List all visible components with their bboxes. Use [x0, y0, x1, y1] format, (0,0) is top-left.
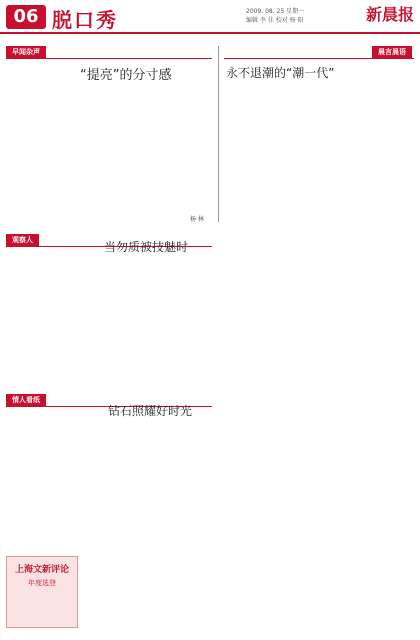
section-tag: 观察人 — [6, 234, 39, 246]
dateline-date: 2009. 08. 25 星期一 — [246, 8, 305, 15]
masthead — [0, 0, 420, 34]
article-headline: 永不退潮的“潮一代” — [226, 66, 335, 80]
section-tag: 早闻杂声 — [6, 46, 46, 58]
dateline-editors: 编辑 李 佳 校对 杨 阳 — [246, 17, 304, 24]
page-number: 06 — [6, 5, 46, 29]
article-byline: 杨 林 — [190, 216, 204, 223]
article-headline: 钻石照耀好时光 — [108, 404, 193, 418]
article-body — [8, 256, 212, 372]
article-body — [8, 422, 212, 554]
dateline — [246, 7, 358, 25]
article-body — [8, 88, 212, 210]
section-tag: 情人看纸 — [6, 394, 46, 406]
section-rule — [224, 58, 414, 59]
ad-subtitle: 年度选登 — [28, 579, 56, 587]
column-divider — [218, 46, 219, 222]
article-headline: 当勿质被技魅时 — [104, 240, 189, 254]
ad-title: 上海文新评论 — [14, 565, 69, 575]
brand-logo: 新晨报 — [365, 5, 414, 24]
article-headline: “提亮”的分寸感 — [80, 68, 172, 83]
advertisement-box[interactable] — [6, 556, 78, 628]
section-rule — [6, 58, 212, 59]
article-body — [226, 86, 412, 600]
section-tag: 晨言晨语 — [372, 46, 412, 58]
section-title: 脱口秀 — [52, 8, 118, 32]
